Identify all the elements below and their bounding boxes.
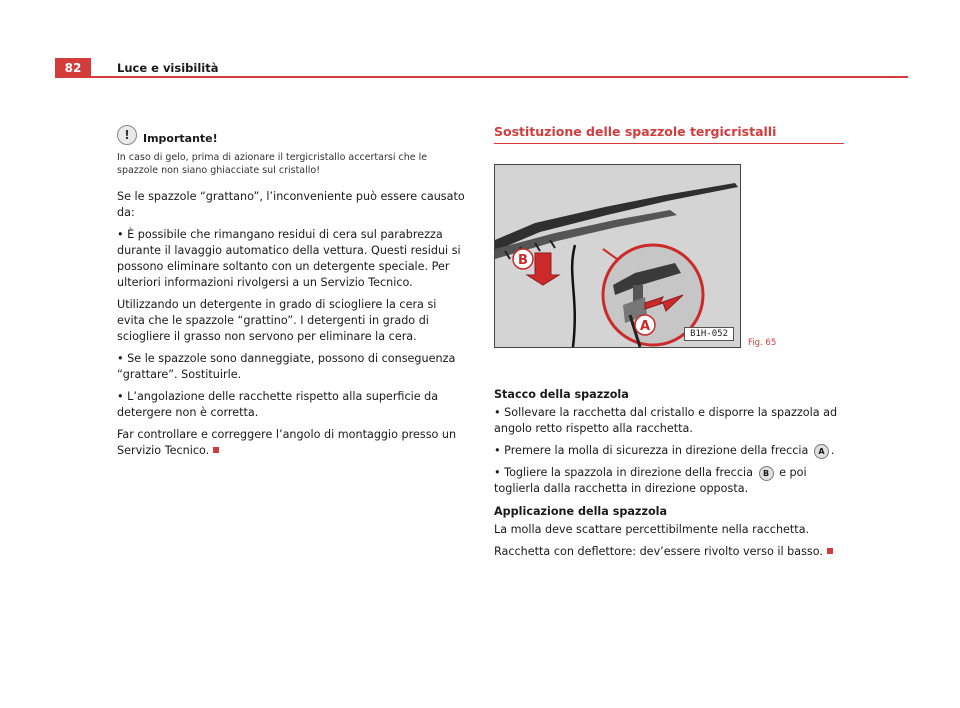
paragraph: Se le spazzole “grattano”, l’inconveniente può essere causato da: — [117, 190, 465, 219]
figure-caption: Fig. 65 — [748, 338, 777, 348]
paragraph: Utilizzando un detergente in grado di sciogliere la cera si evita che le spazzole “grattino”. I detergenti in grado di sciogliere il grasso non servono per eliminare la cera. — [117, 298, 437, 343]
paragraph: • Se le spazzole sono danneggiate, possono di conseguenza “grattare”. Sostituirle. — [117, 352, 456, 381]
arrow-b-badge: B — [759, 466, 774, 481]
figure-code: B1H-052 — [684, 327, 734, 341]
install-text-2-body: Racchetta con deflettore: dev’essere rivolto verso il basso. — [494, 545, 823, 558]
figure-label-b: B — [518, 253, 528, 268]
section-title: Luce e visibilità — [117, 61, 219, 75]
figure-label-a: A — [639, 319, 651, 334]
right-column — [494, 124, 844, 566]
important-text: In caso di gelo, prima di azionare il tergicristallo accertarsi che le spazzole non siano ghiacciate sul cristallo! — [117, 152, 428, 176]
removal-step-2 — [494, 443, 844, 459]
left-column — [117, 125, 467, 465]
important-title: Importante! — [143, 131, 218, 145]
figure — [494, 164, 777, 348]
header-rule — [55, 76, 908, 78]
removal-step-2-text: • Premere la molla di sicurezza in direzione della freccia — [494, 444, 809, 457]
removal-step-2-end: . — [830, 444, 835, 457]
wiper-figure — [494, 164, 741, 348]
removal-step-3-text: • Togliere la spazzola in direzione della freccia — [494, 466, 753, 479]
paragraph: • È possibile che rimangano residui di cera sul parabrezza durante il lavaggio automatico della vettura. Questi residui si possono eliminare soltanto con un detergente speciale. Per ulteriori informazioni rivolgersi a un Servizio Tecnico. — [117, 228, 461, 289]
paragraph-last-text: Far controllare e correggere l’angolo di montaggio presso un Servizio Tecnico. — [117, 428, 457, 457]
removal-heading: Stacco della spazzola — [494, 388, 629, 401]
exclamation-icon: ! — [117, 125, 137, 145]
section-heading: Sostituzione delle spazzole tergicristalli — [494, 124, 844, 144]
install-text-1: La molla deve scattare percettibilmente nella racchetta. — [494, 523, 810, 536]
removal-step-1: • Sollevare la racchetta dal cristallo e disporre la spazzola ad angolo retto rispetto alla racchetta. — [494, 406, 838, 435]
page-number: 82 — [55, 58, 91, 78]
install-heading: Applicazione della spazzola — [494, 505, 668, 518]
install-text-2 — [494, 544, 844, 560]
paragraph-last — [117, 427, 467, 459]
end-of-section-icon — [213, 447, 219, 453]
paragraph: • L’angolazione delle racchette rispetto alla superficie da detergere non è corretta. — [117, 390, 439, 419]
important-notice-header — [117, 125, 467, 145]
wiper-illustration — [495, 165, 740, 347]
removal-step-3 — [494, 465, 844, 497]
arrow-a-badge: A — [814, 444, 829, 459]
removal-step-3-end: e poi toglierla dalla racchetta in direzione opposta. — [494, 466, 807, 495]
end-of-section-icon — [827, 548, 833, 554]
